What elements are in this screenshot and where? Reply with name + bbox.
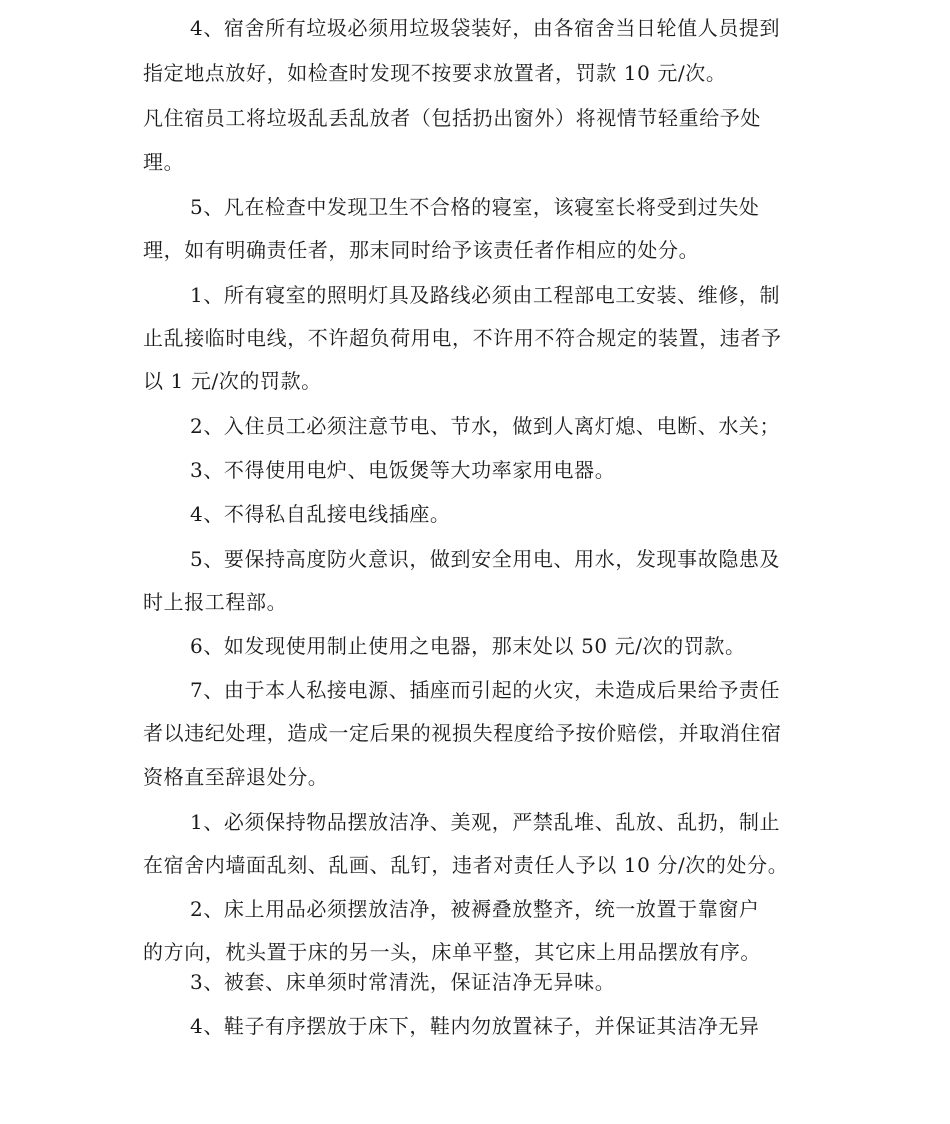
text-line-1: 4、宿舍所有垃圾必须用垃圾袋装好，由各宿舍当日轮值人员提到: [190, 16, 781, 40]
text-line-15: 6、如发现使用制止使用之电器，那末处以 50 元/次的罚款。: [190, 634, 746, 658]
text-line-2: 指定地点放好，如检查时发现不按要求放置者，罚款 10 元/次。: [143, 61, 727, 85]
text-line-6: 理，如有明确责任者，那末同时给予该责任者作相应的处分。: [143, 238, 700, 262]
text-line-22: 的方向，枕头置于床的另一头，床单平整，其它床上用品摆放有序。: [143, 940, 761, 964]
text-line-9: 以 1 元/次的罚款。: [143, 369, 322, 393]
text-line-14: 时上报工程部。: [143, 590, 288, 614]
text-line-16: 7、由于本人私接电源、插座而引起的火灾，未造成后果给予责任: [190, 678, 781, 702]
text-line-19: 1、必须保持物品摆放洁净、美观，严禁乱堆、乱放、乱扔，制止: [190, 810, 781, 834]
text-line-8: 止乱接临时电线，不许超负荷用电，不许用不符合规定的装置，违者予: [143, 326, 782, 350]
text-line-18: 资格直至辞退处分。: [143, 765, 329, 789]
text-line-17: 者以违纪处理，造成一定后果的视损失程度给予按价赔偿，并取消住宿: [143, 721, 782, 745]
text-line-24: 4、鞋子有序摆放于床下，鞋内勿放置袜子，并保证其洁净无异: [190, 1014, 760, 1038]
text-line-13: 5、要保持高度防火意识，做到安全用电、用水，发现事故隐患及: [190, 547, 781, 571]
text-line-4: 理。: [143, 150, 185, 174]
text-line-10: 2、入住员工必须注意节电、节水，做到人离灯熄、电断、水关；: [190, 414, 781, 438]
text-line-21: 2、床上用品必须摆放洁净，被褥叠放整齐，统一放置于靠窗户: [190, 897, 760, 921]
text-line-3: 凡住宿员工将垃圾乱丢乱放者（包括扔出窗外）将视情节轻重给予处: [143, 106, 761, 130]
text-line-20: 在宿舍内墙面乱刻、乱画、乱钉，违者对责任人予以 10 分/次的处分。: [143, 853, 789, 877]
text-line-23: 3、被套、床单须时常清洗，保证洁净无异味。: [190, 970, 616, 994]
text-line-7: 1、所有寝室的照明灯具及路线必须由工程部电工安装、维修，制: [190, 283, 781, 307]
text-line-5: 5、凡在检查中发现卫生不合格的寝室，该寝室长将受到过失处: [190, 195, 760, 219]
text-line-11: 3、不得使用电炉、电饭煲等大功率家用电器。: [190, 458, 616, 482]
text-line-12: 4、不得私自乱接电线插座。: [190, 502, 451, 526]
